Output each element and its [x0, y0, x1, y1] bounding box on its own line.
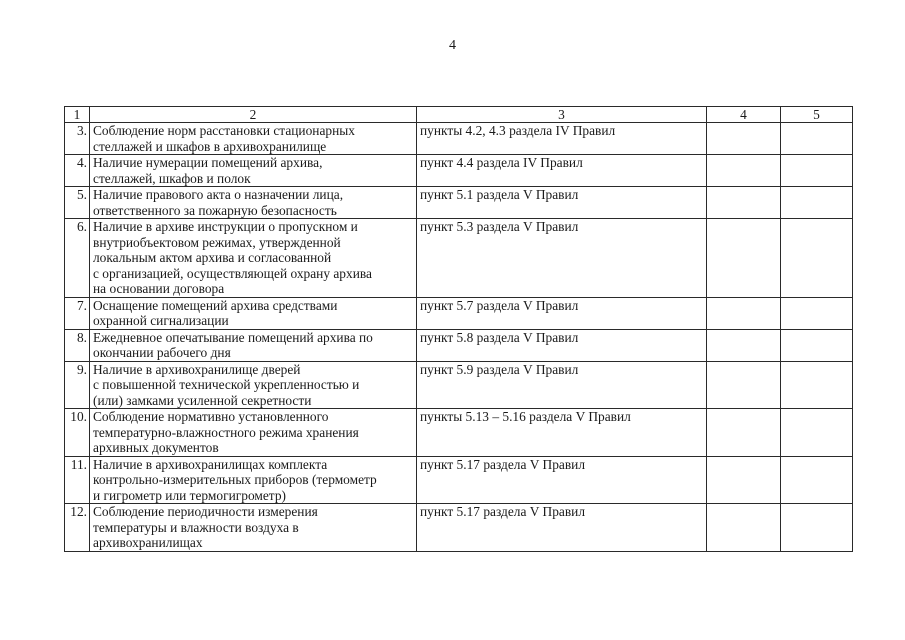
col4-cell	[707, 504, 781, 552]
col4-cell	[707, 329, 781, 361]
reference-cell: пункт 5.17 раздела V Правил	[417, 456, 707, 504]
col4-cell	[707, 219, 781, 298]
table-row	[65, 329, 853, 361]
reference-cell: пункт 5.1 раздела V Правил	[417, 187, 707, 219]
page-number: 4	[449, 38, 456, 53]
col5-cell	[781, 155, 853, 187]
row-number: 8.	[65, 329, 90, 361]
header-col-4: 4	[707, 107, 781, 123]
row-number: 3.	[65, 123, 90, 155]
table-row	[65, 123, 853, 155]
header-col-2: 2	[90, 107, 417, 123]
requirement-cell: Соблюдение периодичности измерения температуры и влажности воздуха в архивохранилищах	[90, 504, 417, 552]
reference-cell: пункт 5.3 раздела V Правил	[417, 219, 707, 298]
header-col-3: 3	[417, 107, 707, 123]
col5-cell	[781, 187, 853, 219]
col5-cell	[781, 297, 853, 329]
col4-cell	[707, 187, 781, 219]
table-row	[65, 187, 853, 219]
header-col-1: 1	[65, 107, 90, 123]
row-number: 10.	[65, 409, 90, 457]
reference-cell: пункт 5.9 раздела V Правил	[417, 361, 707, 409]
requirement-cell: Соблюдение нормативно установленного температурно-влажностного режима хранения архивных документов	[90, 409, 417, 457]
requirement-cell: Соблюдение норм расстановки стационарных стеллажей и шкафов в архивохранилище	[90, 123, 417, 155]
reference-cell: пункты 5.13 – 5.16 раздела V Правил	[417, 409, 707, 457]
requirement-cell: Наличие в архиве инструкции о пропускном и внутриобъектовом режимах, утвержденной локальным актом архива и согласованной с организацией, осуществляющей охрану архива на основании договора	[90, 219, 417, 298]
col5-cell	[781, 409, 853, 457]
table-row	[65, 504, 853, 552]
reference-cell: пункт 5.17 раздела V Правил	[417, 504, 707, 552]
row-number: 9.	[65, 361, 90, 409]
table-row	[65, 155, 853, 187]
requirement-cell: Наличие в архивохранилище дверей с повышенной технической укрепленностью и (или) замками усиленной секретности	[90, 361, 417, 409]
col4-cell	[707, 456, 781, 504]
requirement-cell: Ежедневное опечатывание помещений архива по окончании рабочего дня	[90, 329, 417, 361]
row-number: 4.	[65, 155, 90, 187]
requirement-cell: Наличие в архивохранилищах комплекта контрольно-измерительных приборов (термометр и гигрометр или термогигрометр)	[90, 456, 417, 504]
col5-cell	[781, 123, 853, 155]
row-number: 6.	[65, 219, 90, 298]
header-row	[65, 107, 853, 123]
col4-cell	[707, 155, 781, 187]
table-row	[65, 361, 853, 409]
col5-cell	[781, 329, 853, 361]
row-number: 5.	[65, 187, 90, 219]
col5-cell	[781, 504, 853, 552]
col5-cell	[781, 456, 853, 504]
table-row	[65, 409, 853, 457]
header-col-5: 5	[781, 107, 853, 123]
col5-cell	[781, 361, 853, 409]
requirement-cell: Оснащение помещений архива средствами охранной сигнализации	[90, 297, 417, 329]
col4-cell	[707, 123, 781, 155]
row-number: 7.	[65, 297, 90, 329]
col4-cell	[707, 297, 781, 329]
col4-cell	[707, 409, 781, 457]
requirement-cell: Наличие правового акта о назначении лица, ответственного за пожарную безопасность	[90, 187, 417, 219]
row-number: 11.	[65, 456, 90, 504]
reference-cell: пункты 4.2, 4.3 раздела IV Правил	[417, 123, 707, 155]
table-row	[65, 219, 853, 298]
reference-cell: пункт 5.7 раздела V Правил	[417, 297, 707, 329]
table-row	[65, 456, 853, 504]
checklist-table	[64, 106, 853, 552]
table-row	[65, 297, 853, 329]
col5-cell	[781, 219, 853, 298]
reference-cell: пункт 4.4 раздела IV Правил	[417, 155, 707, 187]
row-number: 12.	[65, 504, 90, 552]
requirement-cell: Наличие нумерации помещений архива, стеллажей, шкафов и полок	[90, 155, 417, 187]
col4-cell	[707, 361, 781, 409]
reference-cell: пункт 5.8 раздела V Правил	[417, 329, 707, 361]
